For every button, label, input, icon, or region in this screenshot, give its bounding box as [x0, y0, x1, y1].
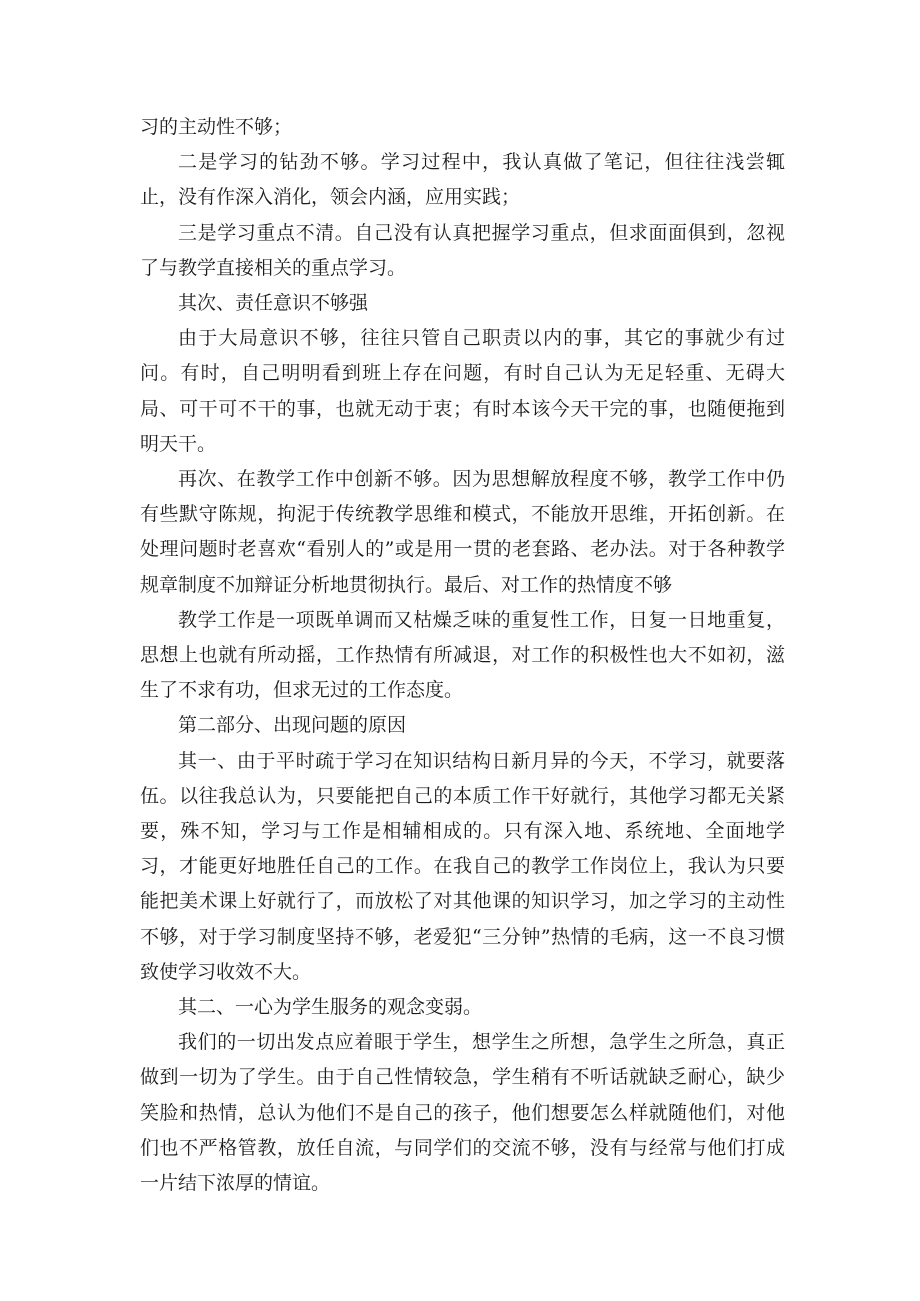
- document-body: [140, 110, 785, 1201]
- paragraph-reason-two: 我们的一切出发点应着眼于学生，想学生之所想，急学生之所急，真正做到一切为了学生。由于自己性情较急，学生稍有不听话就缺乏耐心，缺少笑脸和热情，总认为他们不是自己的孩子，他们想要怎么样就随他们，对他们也不严格管教，放任自流，与同学们的交流不够，没有与经常与他们打成一片结下浓厚的情谊。: [140, 1031, 785, 1195]
- paragraph-study-focus: 三是学习重点不清。自己没有认真把握学习重点，但求面面俱到，忽视了与教学直接相关的重点学习。: [140, 221, 785, 279]
- paragraph-study-depth: 二是学习的钻劲不够。学习过程中，我认真做了笔记，但往往浅尝辄止，没有作深入消化，领会内涵，应用实践；: [140, 151, 785, 209]
- paragraph-responsibility: 由于大局意识不够，往往只管自己职责以内的事，其它的事就少有过问。有时，自己明明看到班上存在问题，有时自己认为无足轻重、无碍大局、可干可不干的事，也就无动于衷；有时本该今天干完的事，也随便拖到明天干。: [140, 327, 785, 455]
- paragraph-reason-one: 其一、由于平时疏于学习在知识结构日新月异的今天，不学习，就要落伍。以往我总认为，只要能把自己的本质工作干好就行，其他学习都无关紧要，殊不知，学习与工作是相辅相成的。只有深入地、系统地、全面地学习，才能更好地胜任自己的工作。在我自己的教学工作岗位上，我认为只要能把美术课上好就行了，而放松了对其他课的知识学习，加之学习的主动性不够，对于学习制度坚持不够，老爱犯“三分钟”热情的毛病，这一不良习惯致使学习收效不大。: [140, 749, 785, 983]
- heading-reason-two: 其二、一心为学生服务的观念变弱。: [178, 996, 483, 1019]
- heading-part-two: 第二部分、出现问题的原因: [178, 714, 407, 737]
- paragraph-continued: 习的主动性不够；: [140, 116, 293, 138]
- heading-responsibility: 其次、责任意识不够强: [178, 292, 369, 315]
- paragraph-innovation: 再次、在教学工作中创新不够。因为思想解放程度不够，教学工作中仍有些默守陈规，拘泥于传统教学思维和模式，不能放开思维，开拓创新。在处理问题时老喜欢“看别人的”或是用一贯的老套路、老办法。对于各种教学规章制度不加辩证分析地贯彻执行。最后、对工作的热情度不够: [140, 468, 785, 596]
- paragraph-enthusiasm: 教学工作是一项既单调而又枯燥乏味的重复性工作，日复一日地重复，思想上也就有所动摇，工作热情有所减退，对工作的积极性也大不如初，滋生了不求有功，但求无过的工作态度。: [140, 608, 785, 702]
